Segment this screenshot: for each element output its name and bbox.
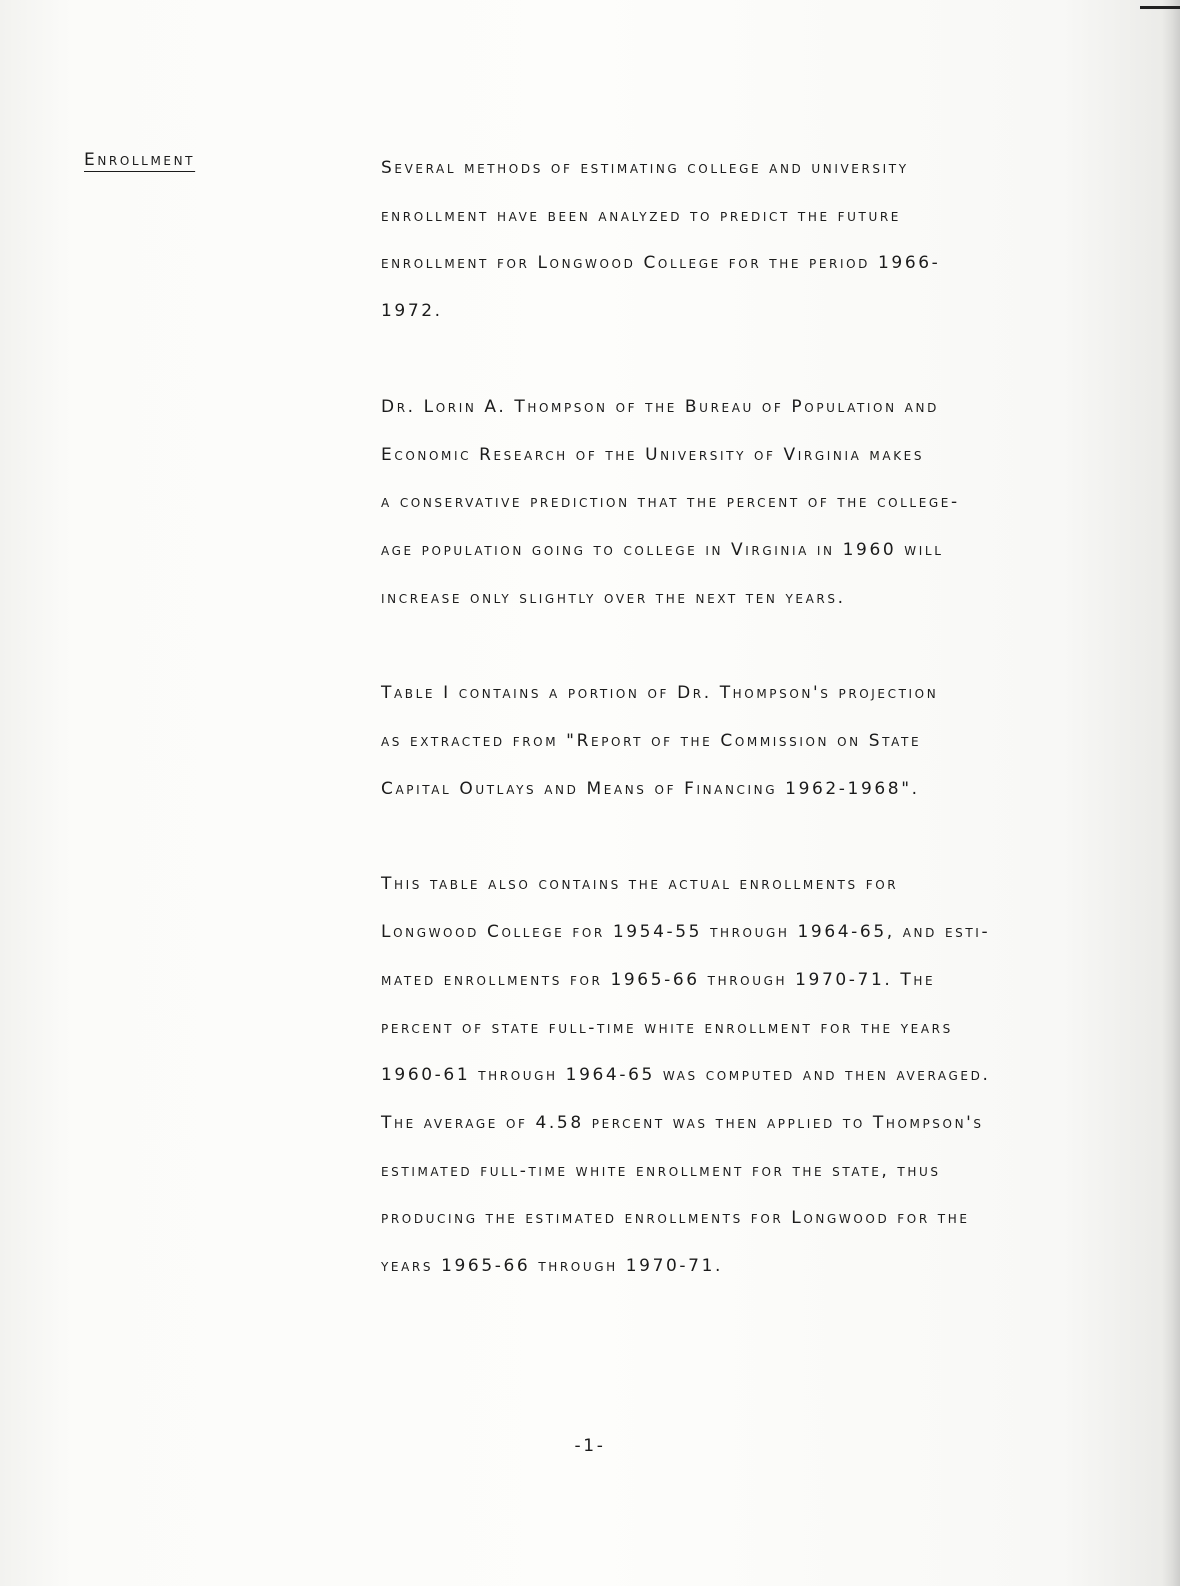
paragraph-line: producing the estimated enrollments for Longwood for the: [381, 1208, 970, 1229]
paragraph-line: Capital Outlays and Means of Financing 1962-1968".: [381, 778, 920, 799]
paragraph-line: years 1965-66 through 1970-71.: [381, 1256, 723, 1277]
paragraph-line: The average of 4.58 percent was then applied to Thompson's: [381, 1112, 984, 1133]
paragraph-line: mated enrollments for 1965-66 through 1970-71. The: [381, 969, 936, 990]
paragraph-3: [381, 670, 1081, 813]
paragraph-line: enrollment for Longwood College for the period 1966-: [381, 253, 941, 274]
paragraph-2: [381, 384, 1081, 623]
paragraph-line: 1972.: [381, 301, 443, 322]
paragraph-line: enrollment have been analyzed to predict the future: [381, 205, 901, 226]
paragraph-line: age population going to college in Virginia in 1960 will: [381, 539, 944, 560]
side-heading: Enrollment: [84, 150, 196, 170]
paragraph-line: Dr. Lorin A. Thompson of the Bureau of Population and: [381, 396, 939, 417]
corner-mark: [1140, 6, 1180, 9]
page-edge-shadow: [1162, 0, 1180, 1586]
paragraph-line: increase only slightly over the next ten years.: [381, 587, 846, 608]
paragraph-line: estimated full-time white enrollment for the state, thus: [381, 1160, 941, 1181]
paragraph-line: This table also contains the actual enrollments for: [381, 874, 899, 895]
body-column: [381, 145, 1081, 1339]
paragraph-line: Economic Research of the University of Virginia makes: [381, 444, 925, 465]
paragraph-line: Table I contains a portion of Dr. Thompson's projection: [381, 683, 939, 704]
paragraph-line: 1960-61 through 1964-65 was computed and then averaged.: [381, 1065, 991, 1086]
paragraph-line: Longwood College for 1954-55 through 1964-65, and esti-: [381, 922, 991, 943]
paragraph-1: [381, 145, 1081, 336]
paragraph-line: percent of state full-time white enrollment for the years: [381, 1017, 953, 1038]
paragraph-4: [381, 861, 1081, 1290]
page-number: -1-: [574, 1436, 606, 1456]
paragraph-line: Several methods of estimating college and university: [381, 158, 909, 178]
paragraph-line: a conservative prediction that the percent of the college-: [381, 492, 960, 513]
paragraph-line: as extracted from "Report of the Commission on State: [381, 731, 922, 752]
